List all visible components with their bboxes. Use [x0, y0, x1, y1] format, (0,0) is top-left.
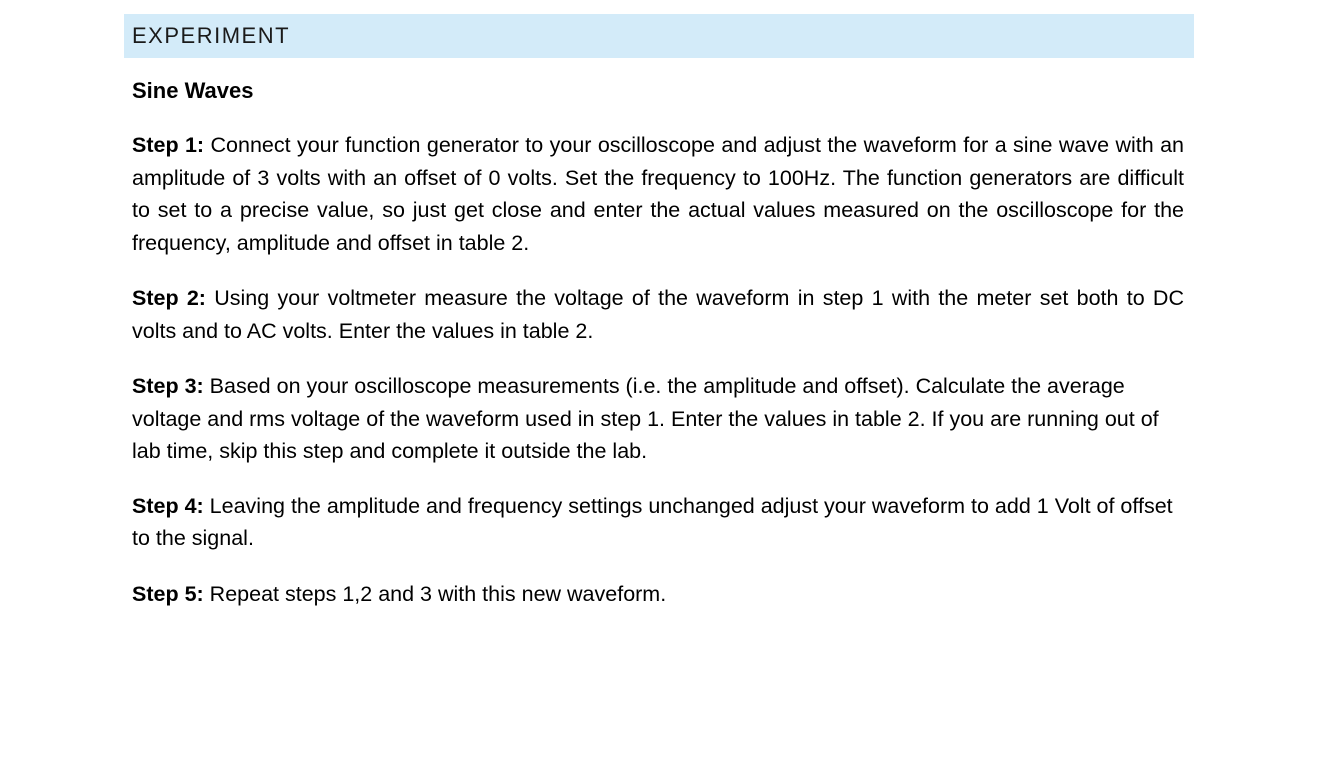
step-paragraph: [132, 370, 1184, 468]
step-label: Step 2:: [132, 286, 206, 310]
step-text: Leaving the amplitude and frequency settings unchanged adjust your waveform to add 1 Volt of offset to the signal.: [132, 493, 1173, 550]
step-paragraph: [132, 282, 1184, 347]
step-label: Step 1:: [132, 133, 205, 157]
step-label: Step 3:: [132, 374, 204, 398]
step-label: Step 5:: [132, 581, 204, 606]
step-text: Using your voltmeter measure the voltage of the waveform in step 1 with the meter set both to DC volts and to AC volts. Enter the values in table 2.: [132, 286, 1184, 343]
step-paragraph: [132, 578, 1184, 611]
step-text: Connect your function generator to your oscilloscope and adjust the waveform for a sine wave with an amplitude of 3 volts with an offset of 0 volts. Set the frequency to 100Hz. The function generators are difficult to set to a precise value, so just get close and enter the actual values measured on the oscilloscope for the frequency, amplitude and offset in table 2.: [132, 133, 1184, 255]
section-banner: [124, 14, 1194, 58]
document-page: [124, 14, 1194, 610]
step-label: Step 4:: [132, 493, 204, 518]
step-text: Repeat steps 1,2 and 3 with this new waveform.: [209, 581, 667, 606]
step-paragraph: [132, 129, 1184, 259]
section-heading: EXPERIMENT: [132, 23, 291, 48]
document-title: Sine Waves: [132, 78, 254, 103]
step-text: Based on your oscilloscope measurements (i.e. the amplitude and offset). Calculate the average voltage and rms voltage of the waveform used in step 1. Enter the values in table 2. If you are running out of lab time, skip this step and complete it outside the lab.: [132, 374, 1159, 463]
step-paragraph: [132, 490, 1184, 555]
document-content: [124, 77, 1194, 610]
